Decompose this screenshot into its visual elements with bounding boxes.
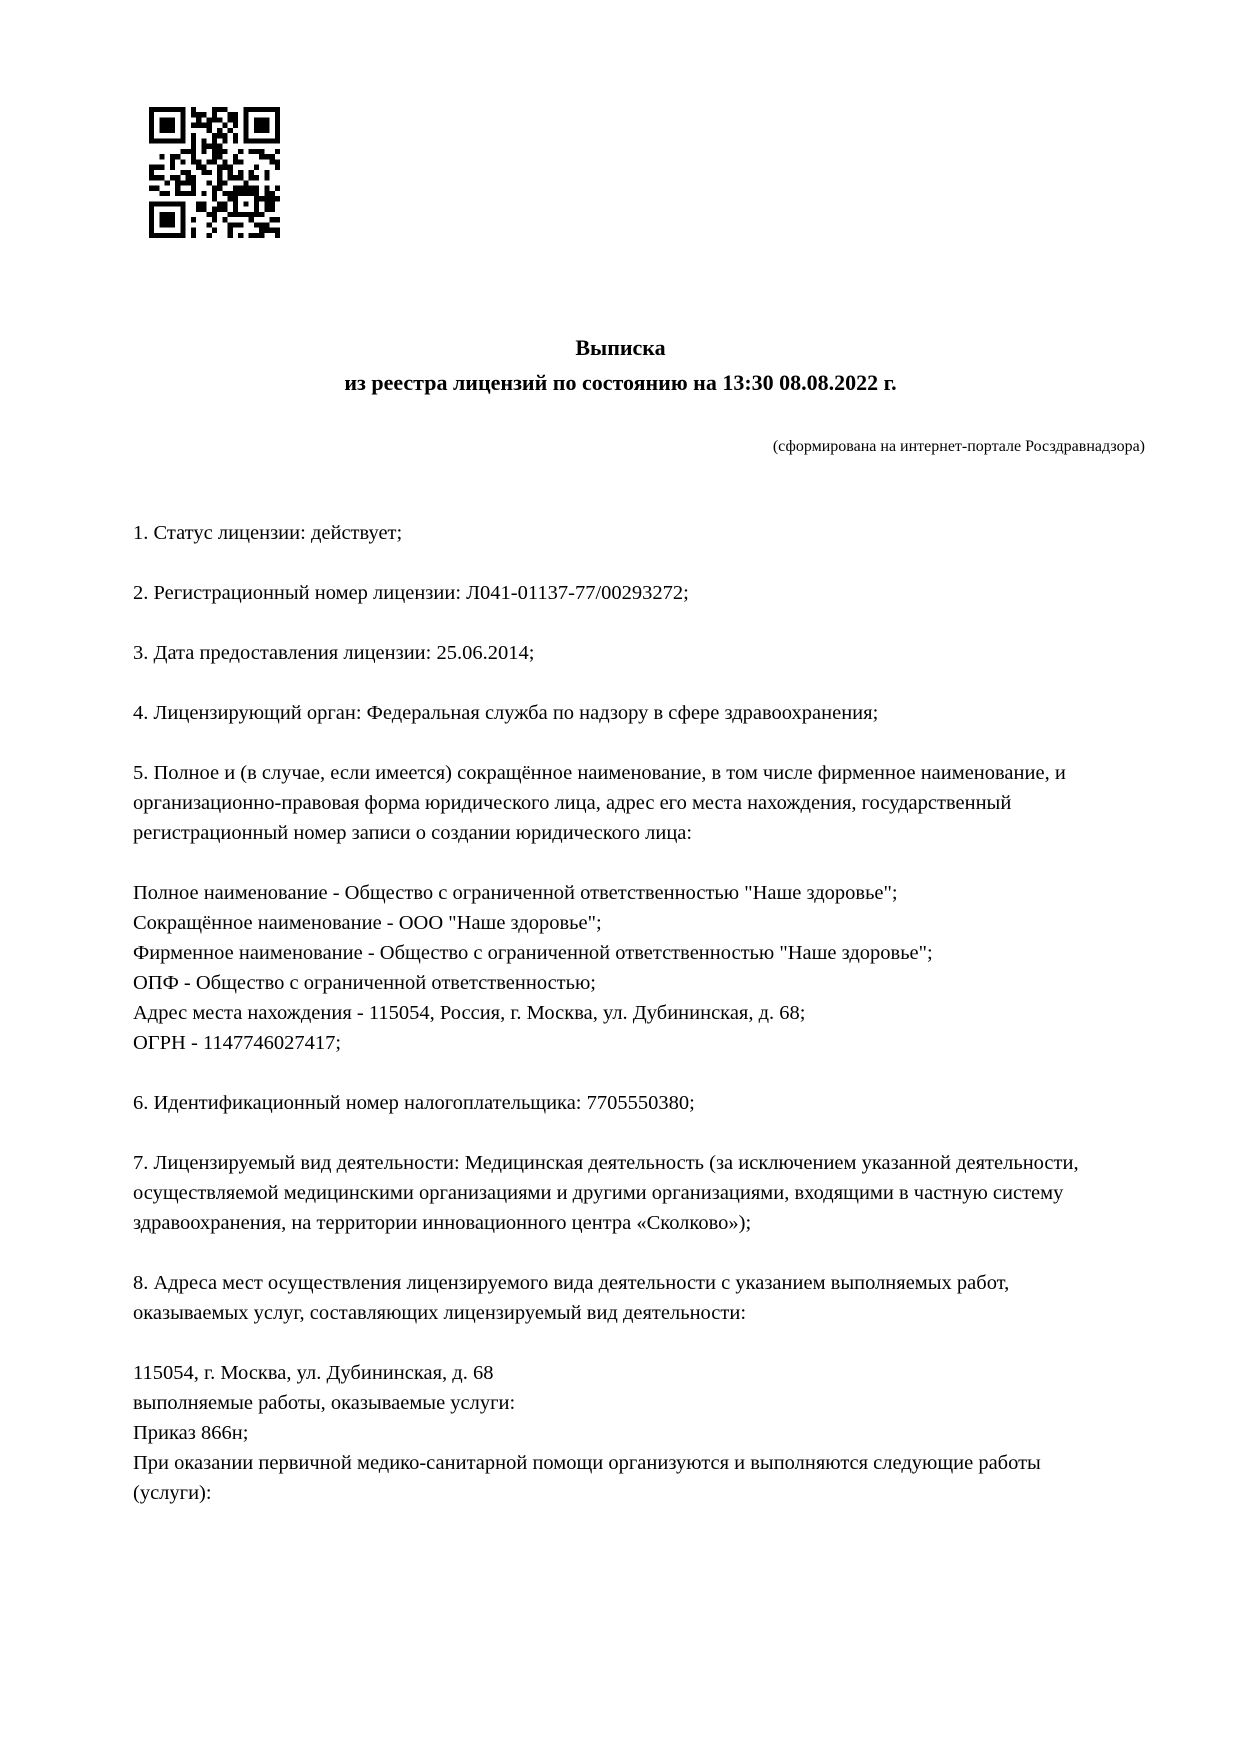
text-line: 7. Лицензируемый вид деятельности: Медицинская деятельность (за исключением указанной деятельности, осуществляемой медицинскими организациями и другими организациями, входящими в частную систему здравоохранения, на территории инновационного центра «Сколково»);: [133, 1152, 1079, 1234]
document-body: [133, 518, 1110, 1538]
qr-code-icon: [149, 107, 280, 238]
paragraph: [133, 878, 1110, 1058]
text-line: Полное наименование - Общество с ограниченной ответственностью "Наше здоровье";: [133, 882, 898, 904]
text-line: Приказ 866н;: [133, 1422, 249, 1444]
paragraph: [133, 1358, 1110, 1508]
text-line: ОГРН - 1147746027417;: [133, 1032, 342, 1054]
text-line: 2. Регистрационный номер лицензии: Л041-01137-77/00293272;: [133, 582, 689, 604]
text-line: 8. Адреса мест осуществления лицензируемого вида деятельности с указанием выполняемых работ, оказываемых услуг, составляющих лицензируемый вид деятельности:: [133, 1272, 1010, 1324]
text-line: Адрес места нахождения - 115054, Россия, г. Москва, ул. Дубининская, д. 68;: [133, 1002, 806, 1024]
paragraph: [133, 758, 1110, 848]
paragraph: [133, 578, 1110, 608]
text-line: При оказании первичной медико-санитарной помощи организуются и выполняются следующие работы (услуги):: [133, 1452, 1041, 1504]
document-title: [133, 330, 1108, 400]
text-line: выполняемые работы, оказываемые услуги:: [133, 1392, 516, 1414]
text-line: 4. Лицензирующий орган: Федеральная служба по надзору в сфере здравоохранения;: [133, 702, 879, 724]
title-line-1: Выписка: [575, 335, 666, 360]
paragraph: [133, 698, 1110, 728]
text-line: 6. Идентификационный номер налогоплательщика: 7705550380;: [133, 1092, 695, 1114]
text-line: Фирменное наименование - Общество с ограниченной ответственностью "Наше здоровье";: [133, 942, 933, 964]
paragraph: [133, 1088, 1110, 1118]
title-line-2: из реестра лицензий по состоянию на 13:30 08.08.2022 г.: [344, 370, 897, 395]
text-line: 5. Полное и (в случае, если имеется) сокращённое наименование, в том числе фирменное наименование, и организационно-правовая форма юридического лица, адрес его места нахождения, государственный регистрационный номер записи о создании юридического лица:: [133, 762, 1066, 844]
paragraph: [133, 1268, 1110, 1328]
text-line: Сокращённое наименование - ООО "Наше здоровье";: [133, 912, 602, 934]
text-line: 1. Статус лицензии: действует;: [133, 522, 403, 544]
text-line: 115054, г. Москва, ул. Дубининская, д. 68: [133, 1362, 494, 1384]
paragraph: [133, 638, 1110, 668]
paragraph: [133, 1148, 1110, 1238]
document-subtitle: (сформирована на интернет-портале Росздравнадзора): [772, 438, 1145, 455]
text-line: 3. Дата предоставления лицензии: 25.06.2014;: [133, 642, 535, 664]
text-line: ОПФ - Общество с ограниченной ответственностью;: [133, 972, 596, 994]
paragraph: [133, 518, 1110, 548]
